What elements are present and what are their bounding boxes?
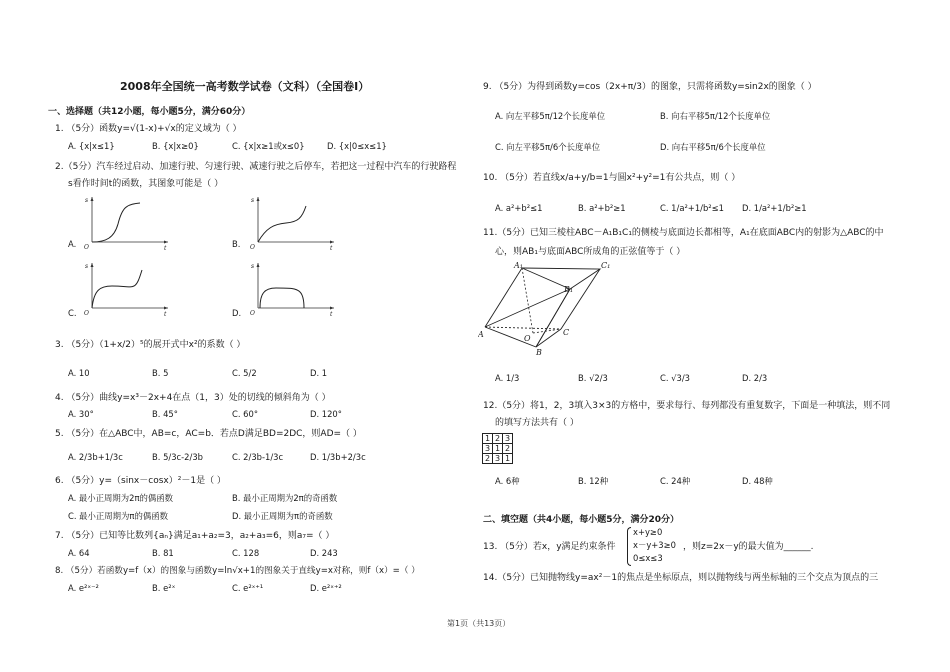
q2-graph-d [246, 260, 336, 318]
svg-text:C: C [563, 328, 570, 337]
q5-option-c[interactable]: C. 2/3b-1/3c [232, 452, 284, 462]
q13-cond-2: x－y+3≥0 [633, 540, 676, 550]
curve-c [92, 270, 142, 308]
q1-option-d[interactable]: D. {x|0≤x≤1} [327, 141, 387, 151]
q12-option-d[interactable]: D. 48种 [742, 476, 773, 486]
svg-text:A₁: A₁ [514, 261, 523, 270]
q3-option-b[interactable]: B. 5 [152, 368, 169, 378]
svg-text:O: O [250, 310, 255, 317]
q3-stem: 3. （5分）（1+x/2）⁵的展开式中x²的系数（ ） [55, 340, 246, 350]
q8-option-d[interactable]: D. e²ˣ⁺² [310, 583, 342, 593]
q10-option-a[interactable]: A. a²+b²≤1 [495, 203, 543, 213]
q4-stem: 4. （5分）曲线y=x³－2x+4在点（1，3）处的切线的倾斜角为（ ） [55, 393, 331, 403]
q7-option-a[interactable]: A. 64 [68, 548, 90, 558]
q2-stem-line1: 2.（5分）汽车经过启动、加速行驶、匀速行驶、减速行驶之后停车，若把这一过程中汽车的行驶路程 [55, 162, 457, 172]
q11-stem-line2: 心，则AB₁与底面ABC所成角的正弦值等于（ ） [495, 247, 686, 257]
q4-option-d[interactable]: D. 120° [310, 409, 342, 419]
q2-graph-a [80, 194, 170, 252]
q11-prism-figure [478, 259, 618, 359]
section-heading-fill: 二、填空题（共4小题，每小题5分，满分20分） [483, 515, 680, 525]
q4-option-a[interactable]: A. 30° [68, 409, 94, 419]
q11-option-d[interactable]: D. 2/3 [742, 373, 768, 383]
q13-prefix: 13. （5分）若x，y满足约束条件 [483, 542, 616, 552]
q8-option-c[interactable]: C. e²ˣ⁺¹ [232, 583, 264, 593]
q2-option-c[interactable]: C. [68, 308, 77, 318]
svg-text:s: s [251, 197, 255, 204]
svg-text:s: s [85, 197, 89, 204]
svg-text:A: A [478, 330, 484, 339]
svg-text:O: O [250, 244, 255, 251]
q11-option-b[interactable]: B. √2/3 [578, 373, 608, 383]
q2-graph-c [80, 260, 170, 318]
q5-stem: 5. （5分）在△ABC中，AB=c，AC=b．若点D满足BD=2DC，则AD=（ ） [55, 429, 362, 439]
q2-option-d[interactable]: D. [232, 308, 242, 318]
svg-text:t: t [164, 245, 167, 252]
q9-option-c[interactable]: C. 向左平移5π/6个长度单位 [495, 142, 601, 152]
svg-text:t: t [330, 245, 333, 252]
q8-stem: 8. （5分）若函数y=f（x）的图象与函数y=ln√x+1的图象关于直线y=x对称，则f（x）=（ ） [55, 566, 420, 576]
section-heading-choice: 一、选择题（共12小题，每小题5分，满分60分） [48, 107, 251, 117]
q8-option-a[interactable]: A. e²ˣ⁻² [68, 583, 99, 593]
curve-a [92, 203, 140, 242]
q3-option-a[interactable]: A. 10 [68, 368, 90, 378]
page-footer: 第1页（共13页） [447, 619, 511, 628]
q10-stem: 10. （5分）若直线x/a+y/b=1与圆x²+y²=1有公共点，则（ ） [483, 173, 741, 183]
q7-option-b[interactable]: B. 81 [152, 548, 174, 558]
page-title: 2008年全国统一高考数学试卷（文科）（全国卷Ⅰ） [120, 80, 370, 93]
q9-option-d[interactable]: D. 向右平移5π/6个长度单位 [660, 142, 766, 152]
q2-option-b[interactable]: B. [232, 239, 241, 249]
q1-stem: 1. （5分）函数y=√(1-x)+√x的定义域为（ ） [55, 124, 242, 134]
q12-stem-line1: 12.（5分）将1，2，3填入3×3的方格中，要求每行、每列都没有重复数字，下面是一种填法，则不同 [483, 401, 891, 411]
q2-graph-b [246, 194, 336, 252]
q3-option-c[interactable]: C. 5/2 [232, 368, 257, 378]
q4-option-b[interactable]: B. 45° [152, 409, 178, 419]
q1-option-c[interactable]: C. {x|x≥1或x≤0} [232, 141, 305, 151]
q9-option-a[interactable]: A. 向左平移5π/12个长度单位 [495, 111, 606, 121]
q5-option-a[interactable]: A. 2/3b+1/3c [68, 452, 123, 462]
svg-text:C₁: C₁ [601, 261, 611, 270]
q11-option-c[interactable]: C. √3/3 [660, 373, 690, 383]
q12-option-b[interactable]: B. 12种 [578, 476, 609, 486]
q10-option-d[interactable]: D. 1/a²+1/b²≥1 [742, 203, 807, 213]
q12-stem-line2: 的填写方法共有（ ） [495, 418, 579, 428]
q1-option-a[interactable]: A. {x|x≤1} [68, 141, 115, 151]
q9-stem: 9. （5分）为得到函数y=cos（2x+π/3）的图象，只需将函数y=sin2x的图象（ ） [483, 82, 817, 92]
curve-b [258, 206, 306, 242]
q13-brace [627, 527, 631, 566]
svg-text:s: s [251, 263, 255, 270]
q13-suffix: ，则z=2x－y的最大值为______. [683, 542, 814, 552]
q13-cond-3: 0≤x≤3 [633, 553, 663, 563]
svg-text:O: O [84, 244, 89, 251]
svg-text:B: B [536, 348, 542, 357]
q10-option-c[interactable]: C. 1/a²+1/b²≤1 [660, 203, 724, 213]
q11-option-a[interactable]: A. 1/3 [495, 373, 520, 383]
curve-d [260, 288, 304, 308]
svg-text:t: t [164, 311, 167, 318]
q2-stem-line2: s看作时间t的函数，其图象可能是（ ） [68, 179, 224, 189]
q7-option-c[interactable]: C. 128 [232, 548, 260, 558]
q14-stem: 14.（5分）已知抛物线y=ax²－1的焦点是坐标原点，则以抛物线与两坐标轴的三个交点为顶点的三 [483, 573, 879, 583]
q6-option-b[interactable]: B. 最小正周期为2π的奇函数 [232, 493, 338, 503]
q7-stem: 7. （5分）已知等比数列{aₙ}满足a₁+a₂=3，a₂+a₃=6，则a₇=（ ） [55, 531, 335, 541]
q6-option-d[interactable]: D. 最小正周期为π的奇函数 [232, 511, 333, 521]
q12-option-c[interactable]: C. 24种 [660, 476, 691, 486]
svg-text:B₁: B₁ [564, 285, 574, 294]
q11-stem-line1: 11.（5分）已知三棱柱ABC－A₁B₁C₁的侧棱与底面边长都相等，A₁在底面ABC内的射影为△ABC的中 [483, 228, 884, 238]
q12-grid: 1 2 3 3 1 2 2 3 1 [482, 433, 513, 464]
q5-option-b[interactable]: B. 5/3c-2/3b [152, 452, 203, 462]
q10-option-b[interactable]: B. a²+b²≥1 [578, 203, 626, 213]
q12-option-a[interactable]: A. 6种 [495, 476, 520, 486]
q8-option-b[interactable]: B. e²ˣ [152, 583, 176, 593]
q13-cond-1: x+y≥0 [633, 527, 663, 537]
q9-option-b[interactable]: B. 向右平移5π/12个长度单位 [660, 111, 771, 121]
q7-option-d[interactable]: D. 243 [310, 548, 338, 558]
q5-option-d[interactable]: D. 1/3b+2/3c [310, 452, 366, 462]
svg-text:t: t [330, 311, 333, 318]
q1-option-b[interactable]: B. {x|x≥0} [152, 141, 199, 151]
q6-option-c[interactable]: C. 最小正周期为π的偶函数 [68, 511, 168, 521]
svg-text:s: s [85, 263, 89, 270]
q2-option-a[interactable]: A. [68, 239, 77, 249]
q6-stem: 6. （5分）y=（sinx－cosx）²－1是（ ） [55, 476, 226, 486]
svg-text:O: O [84, 310, 89, 317]
svg-text:O: O [524, 334, 531, 343]
q3-option-d[interactable]: D. 1 [310, 368, 328, 378]
q6-option-a[interactable]: A. 最小正周期为2π的偶函数 [68, 493, 174, 503]
q4-option-c[interactable]: C. 60° [232, 409, 259, 419]
